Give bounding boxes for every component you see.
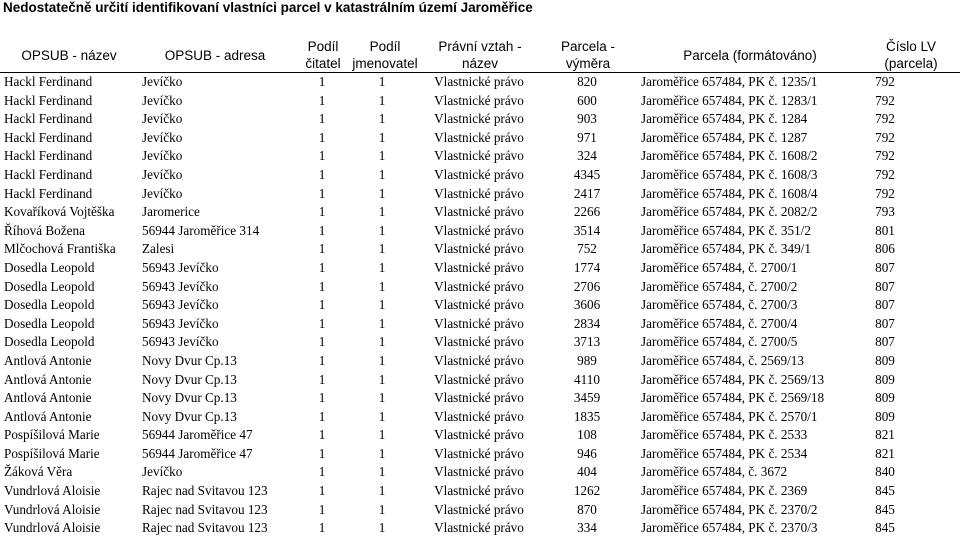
- cell-owner-name: Hackl Ferdinand: [4, 166, 93, 182]
- cell-legal-relation: Vlastnické právo: [434, 408, 524, 424]
- cell-owner-address: 56943 Jevíčko: [142, 334, 219, 350]
- cell-parcel-area: 2834: [573, 315, 601, 331]
- cell-lv-number: 792: [875, 148, 895, 164]
- cell-parcel-formatted: Jaroměřice 657484, PK č. 351/2: [641, 222, 811, 238]
- header-legal-relation: Právní vztah - název: [438, 39, 522, 71]
- cell-parcel-formatted: Jaroměřice 657484, PK č. 1608/2: [641, 148, 818, 164]
- cell-share-numerator: 1: [318, 129, 326, 145]
- cell-owner-address: 56944 Jaroměřice 47: [142, 445, 253, 461]
- cell-owner-name: Dosedla Leopold: [4, 334, 95, 350]
- cell-owner-address: Jevíčko: [142, 74, 183, 89]
- cell-legal-relation: Vlastnické právo: [434, 204, 524, 220]
- cell-share-denominator: 1: [378, 278, 386, 294]
- cell-owner-address: 56943 Jevíčko: [142, 315, 219, 331]
- cell-parcel-formatted: Jaroměřice 657484, PK č. 2533: [641, 427, 808, 443]
- cell-lv-number: 840: [875, 464, 895, 480]
- cell-parcel-formatted: Jaroměřice 657484, č. 2700/1: [641, 259, 798, 275]
- cell-parcel-area: 3606: [573, 297, 601, 313]
- header-parcel-area: Parcela - výměra: [560, 39, 616, 71]
- cell-share-numerator: 1: [318, 371, 326, 387]
- cell-share-denominator: 1: [378, 129, 386, 145]
- header-parcel-formatted: Parcela (formátováno): [683, 47, 817, 63]
- cell-owner-name: Kovaříková Vojtěška: [4, 204, 115, 220]
- table-row: [0, 147, 960, 166]
- cell-lv-number: 845: [875, 483, 895, 499]
- cell-lv-number: 821: [875, 427, 895, 443]
- cell-parcel-formatted: Jaroměřice 657484, PK č. 2569/18: [641, 390, 825, 406]
- cell-owner-name: Říhová Božena: [4, 222, 85, 238]
- header-opsub-address: OPSUB - adresa: [164, 47, 266, 63]
- cell-share-numerator: 1: [318, 408, 326, 424]
- header-share-denominator: Podíl jmenovatel: [352, 39, 418, 71]
- cell-share-numerator: 1: [318, 166, 326, 182]
- cell-parcel-area: 752: [577, 241, 597, 257]
- cell-share-numerator: 1: [318, 185, 326, 201]
- cell-lv-number: 806: [875, 241, 895, 257]
- cell-owner-address: Jevíčko: [142, 111, 183, 127]
- cell-owner-name: Dosedla Leopold: [4, 297, 95, 313]
- cell-owner-name: Pospíšilová Marie: [4, 427, 100, 443]
- cell-parcel-formatted: Jaroměřice 657484, PK č. 1287: [641, 129, 808, 145]
- cell-share-denominator: 1: [378, 74, 386, 89]
- cell-parcel-formatted: Jaroměřice 657484, č. 3672: [641, 464, 788, 480]
- cell-owner-name: Dosedla Leopold: [4, 315, 95, 331]
- cell-share-numerator: 1: [318, 483, 326, 499]
- cell-share-denominator: 1: [378, 445, 386, 461]
- cell-parcel-formatted: Jaroměřice 657484, PK č. 349/1: [641, 241, 811, 257]
- cell-lv-number: 792: [875, 185, 895, 201]
- cell-share-numerator: 1: [318, 241, 326, 257]
- cell-share-numerator: 1: [318, 427, 326, 443]
- table-row: [0, 482, 960, 501]
- table-row: [0, 278, 960, 297]
- cell-legal-relation: Vlastnické právo: [434, 520, 524, 536]
- cell-share-denominator: 1: [378, 408, 386, 424]
- owners-table: [0, 73, 960, 538]
- cell-legal-relation: Vlastnické právo: [434, 92, 524, 108]
- cell-owner-name: Vundrlová Aloisie: [4, 501, 101, 517]
- cell-parcel-area: 971: [577, 129, 597, 145]
- cell-share-denominator: 1: [378, 148, 386, 164]
- cell-owner-address: Novy Dvur Cp.13: [142, 352, 237, 368]
- cell-parcel-formatted: Jaroměřice 657484, č. 2700/5: [641, 334, 798, 350]
- cell-owner-address: 56943 Jevíčko: [142, 297, 219, 313]
- table-row: [0, 92, 960, 111]
- header-share-numerator: Podíl čitatel: [305, 39, 341, 71]
- cell-parcel-formatted: Jaroměřice 657484, PK č. 2570/1: [641, 408, 818, 424]
- cell-legal-relation: Vlastnické právo: [434, 185, 524, 201]
- cell-legal-relation: Vlastnické právo: [434, 501, 524, 517]
- cell-lv-number: 793: [875, 204, 895, 220]
- cell-share-denominator: 1: [378, 222, 386, 238]
- cell-owner-address: Rajec nad Svitavou 123: [142, 483, 268, 499]
- cell-parcel-area: 3514: [573, 222, 601, 238]
- cell-lv-number: 809: [875, 408, 895, 424]
- cell-owner-name: Antlová Antonie: [4, 390, 92, 406]
- cell-lv-number: 792: [875, 74, 895, 89]
- cell-share-numerator: 1: [318, 334, 326, 350]
- cell-owner-address: Jevíčko: [142, 464, 183, 480]
- table-row: [0, 519, 960, 538]
- cell-owner-address: Rajec nad Svitavou 123: [142, 501, 268, 517]
- cell-legal-relation: Vlastnické právo: [434, 334, 524, 350]
- table-row: [0, 501, 960, 520]
- table-row: [0, 259, 960, 278]
- cell-lv-number: 809: [875, 352, 895, 368]
- cell-owner-address: Jevíčko: [142, 148, 183, 164]
- cell-lv-number: 801: [875, 222, 895, 238]
- cell-parcel-formatted: Jaroměřice 657484, PK č. 2370/3: [641, 520, 818, 536]
- cell-lv-number: 809: [875, 371, 895, 387]
- cell-legal-relation: Vlastnické právo: [434, 483, 524, 499]
- cell-parcel-area: 1774: [573, 259, 601, 275]
- cell-owner-address: Jevíčko: [142, 129, 183, 145]
- cell-legal-relation: Vlastnické právo: [434, 352, 524, 368]
- cell-legal-relation: Vlastnické právo: [434, 166, 524, 182]
- cell-parcel-area: 1835: [573, 408, 601, 424]
- cell-parcel-area: 2266: [573, 204, 601, 220]
- cell-legal-relation: Vlastnické právo: [434, 74, 524, 89]
- cell-parcel-area: 2706: [573, 278, 601, 294]
- cell-share-numerator: 1: [318, 278, 326, 294]
- cell-share-denominator: 1: [378, 204, 386, 220]
- table-row: [0, 296, 960, 315]
- cell-share-numerator: 1: [318, 222, 326, 238]
- cell-owner-name: Vundrlová Aloisie: [4, 483, 101, 499]
- cell-share-numerator: 1: [318, 148, 326, 164]
- cell-owner-name: Dosedla Leopold: [4, 259, 95, 275]
- cell-owner-address: Novy Dvur Cp.13: [142, 371, 237, 387]
- table-row: [0, 203, 960, 222]
- cell-parcel-formatted: Jaroměřice 657484, PK č. 2370/2: [641, 501, 818, 517]
- cell-share-numerator: 1: [318, 111, 326, 127]
- cell-parcel-area: 870: [577, 501, 597, 517]
- table-row: [0, 315, 960, 334]
- cell-share-denominator: 1: [378, 371, 386, 387]
- table-row: [0, 240, 960, 259]
- table-row: [0, 185, 960, 204]
- cell-parcel-formatted: Jaroměřice 657484, PK č. 2569/13: [641, 371, 825, 387]
- cell-share-numerator: 1: [318, 74, 326, 89]
- cell-owner-address: Jevíčko: [142, 185, 183, 201]
- cell-owner-address: Zalesi: [142, 241, 175, 257]
- cell-owner-name: Hackl Ferdinand: [4, 185, 93, 201]
- cell-share-denominator: 1: [378, 166, 386, 182]
- cell-share-numerator: 1: [318, 204, 326, 220]
- table-row: [0, 129, 960, 148]
- cell-share-numerator: 1: [318, 520, 326, 536]
- cell-lv-number: 792: [875, 111, 895, 127]
- cell-owner-address: 56943 Jevíčko: [142, 278, 219, 294]
- cell-owner-name: Vundrlová Aloisie: [4, 520, 101, 536]
- cell-owner-name: Pospíšilová Marie: [4, 445, 100, 461]
- table-row: [0, 110, 960, 129]
- cell-lv-number: 807: [875, 259, 895, 275]
- cell-share-denominator: 1: [378, 352, 386, 368]
- cell-share-numerator: 1: [318, 92, 326, 108]
- cell-share-denominator: 1: [378, 185, 386, 201]
- cell-share-numerator: 1: [318, 464, 326, 480]
- table-row: [0, 166, 960, 185]
- cell-lv-number: 807: [875, 315, 895, 331]
- cell-owner-address: Jevíčko: [142, 92, 183, 108]
- cell-share-denominator: 1: [378, 390, 386, 406]
- cell-lv-number: 845: [875, 501, 895, 517]
- cell-owner-name: Dosedla Leopold: [4, 278, 95, 294]
- cell-share-numerator: 1: [318, 297, 326, 313]
- cell-owner-name: Antlová Antonie: [4, 408, 92, 424]
- table-row: [0, 222, 960, 241]
- table-row: [0, 445, 960, 464]
- cell-share-denominator: 1: [378, 520, 386, 536]
- table-row: [0, 352, 960, 371]
- cell-owner-address: Jevíčko: [142, 166, 183, 182]
- table-row: [0, 426, 960, 445]
- cell-parcel-area: 4345: [573, 166, 601, 182]
- cell-parcel-area: 903: [577, 111, 597, 127]
- cell-parcel-area: 946: [577, 445, 597, 461]
- cell-owner-name: Žáková Věra: [4, 464, 73, 480]
- cell-owner-name: Hackl Ferdinand: [4, 129, 93, 145]
- cell-parcel-formatted: Jaroměřice 657484, č. 2700/4: [641, 315, 798, 331]
- cell-lv-number: 792: [875, 92, 895, 108]
- cell-parcel-formatted: Jaroměřice 657484, PK č. 1608/4: [641, 185, 818, 201]
- cell-parcel-area: 404: [577, 464, 597, 480]
- cell-legal-relation: Vlastnické právo: [434, 111, 524, 127]
- cell-parcel-area: 4110: [574, 371, 600, 387]
- cell-share-numerator: 1: [318, 445, 326, 461]
- cell-owner-address: Novy Dvur Cp.13: [142, 390, 237, 406]
- cell-parcel-area: 2417: [573, 185, 601, 201]
- cell-owner-address: Jaromerice: [142, 204, 200, 220]
- cell-share-denominator: 1: [378, 315, 386, 331]
- cell-share-numerator: 1: [318, 501, 326, 517]
- cell-owner-address: Rajec nad Svitavou 123: [142, 520, 268, 536]
- cell-legal-relation: Vlastnické právo: [434, 129, 524, 145]
- cell-lv-number: 792: [875, 166, 895, 182]
- cell-share-denominator: 1: [378, 464, 386, 480]
- cell-parcel-formatted: Jaroměřice 657484, č. 2569/13: [641, 352, 804, 368]
- cell-parcel-formatted: Jaroměřice 657484, PK č. 1608/3: [641, 166, 818, 182]
- cell-owner-address: 56944 Jaroměřice 47: [142, 427, 253, 443]
- cell-lv-number: 807: [875, 297, 895, 313]
- cell-legal-relation: Vlastnické právo: [434, 427, 524, 443]
- cell-owner-address: 56944 Jaroměřice 314: [142, 222, 260, 238]
- cell-parcel-area: 108: [577, 427, 597, 443]
- cell-parcel-area: 820: [577, 74, 597, 89]
- cell-legal-relation: Vlastnické právo: [434, 464, 524, 480]
- cell-owner-name: Antlová Antonie: [4, 352, 92, 368]
- cell-owner-name: Hackl Ferdinand: [4, 148, 93, 164]
- cell-legal-relation: Vlastnické právo: [434, 222, 524, 238]
- cell-parcel-formatted: Jaroměřice 657484, č. 2700/2: [641, 278, 798, 294]
- table-row: [0, 333, 960, 352]
- cell-legal-relation: Vlastnické právo: [434, 278, 524, 294]
- cell-owner-name: Mlčochová Františka: [4, 241, 116, 257]
- header-lv-number: Číslo LV (parcela): [884, 39, 938, 71]
- cell-owner-name: Antlová Antonie: [4, 371, 92, 387]
- cell-share-numerator: 1: [318, 352, 326, 368]
- cell-parcel-area: 1262: [573, 483, 601, 499]
- cell-share-denominator: 1: [378, 259, 386, 275]
- cell-legal-relation: Vlastnické právo: [434, 148, 524, 164]
- cell-share-denominator: 1: [378, 241, 386, 257]
- cell-legal-relation: Vlastnické právo: [434, 241, 524, 257]
- table-row: [0, 371, 960, 390]
- cell-owner-address: Novy Dvur Cp.13: [142, 408, 237, 424]
- cell-parcel-area: 3713: [573, 334, 601, 350]
- cell-parcel-formatted: Jaroměřice 657484, PK č. 2082/2: [641, 204, 818, 220]
- cell-lv-number: 845: [875, 520, 895, 536]
- cell-parcel-area: 989: [577, 352, 597, 368]
- cell-parcel-area: 334: [577, 520, 597, 536]
- cell-share-denominator: 1: [378, 297, 386, 313]
- cell-share-numerator: 1: [318, 315, 326, 331]
- cell-legal-relation: Vlastnické právo: [434, 297, 524, 313]
- cell-owner-name: Hackl Ferdinand: [4, 111, 93, 127]
- cell-lv-number: 792: [875, 129, 895, 145]
- cell-legal-relation: Vlastnické právo: [434, 371, 524, 387]
- cell-parcel-formatted: Jaroměřice 657484, PK č. 2534: [641, 445, 808, 461]
- cell-lv-number: 809: [875, 390, 895, 406]
- cell-lv-number: 821: [875, 445, 895, 461]
- table-row: [0, 389, 960, 408]
- cell-parcel-area: 3459: [573, 390, 601, 406]
- header-opsub-name: OPSUB - název: [21, 47, 117, 63]
- cell-share-denominator: 1: [378, 427, 386, 443]
- cell-share-denominator: 1: [378, 92, 386, 108]
- cell-owner-name: Hackl Ferdinand: [4, 74, 93, 89]
- cell-lv-number: 807: [875, 334, 895, 350]
- table-row: [0, 408, 960, 427]
- cell-share-denominator: 1: [378, 334, 386, 350]
- cell-share-numerator: 1: [318, 390, 326, 406]
- cell-legal-relation: Vlastnické právo: [434, 445, 524, 461]
- cell-share-numerator: 1: [318, 259, 326, 275]
- cell-share-denominator: 1: [378, 501, 386, 517]
- cell-legal-relation: Vlastnické právo: [434, 315, 524, 331]
- table-row: [0, 463, 960, 482]
- cell-legal-relation: Vlastnické právo: [434, 390, 524, 406]
- cell-parcel-area: 600: [577, 92, 597, 108]
- cell-parcel-formatted: Jaroměřice 657484, PK č. 1284: [641, 111, 808, 127]
- cell-lv-number: 807: [875, 278, 895, 294]
- cell-share-denominator: 1: [378, 111, 386, 127]
- cell-owner-name: Hackl Ferdinand: [4, 92, 93, 108]
- cell-legal-relation: Vlastnické právo: [434, 259, 524, 275]
- cell-parcel-formatted: Jaroměřice 657484, PK č. 2369: [641, 483, 808, 499]
- cell-share-denominator: 1: [378, 483, 386, 499]
- cell-owner-address: 56943 Jevíčko: [142, 259, 219, 275]
- table-row: [0, 73, 960, 92]
- cell-parcel-formatted: Jaroměřice 657484, č. 2700/3: [641, 297, 798, 313]
- cell-parcel-formatted: Jaroměřice 657484, PK č. 1235/1: [641, 74, 818, 89]
- cell-parcel-formatted: Jaroměřice 657484, PK č. 1283/1: [641, 92, 818, 108]
- page-title: Nedostatečně určití identifikovaní vlastníci parcel v katastrálním území Jaroměřice: [3, 0, 533, 15]
- cell-parcel-area: 324: [577, 148, 597, 164]
